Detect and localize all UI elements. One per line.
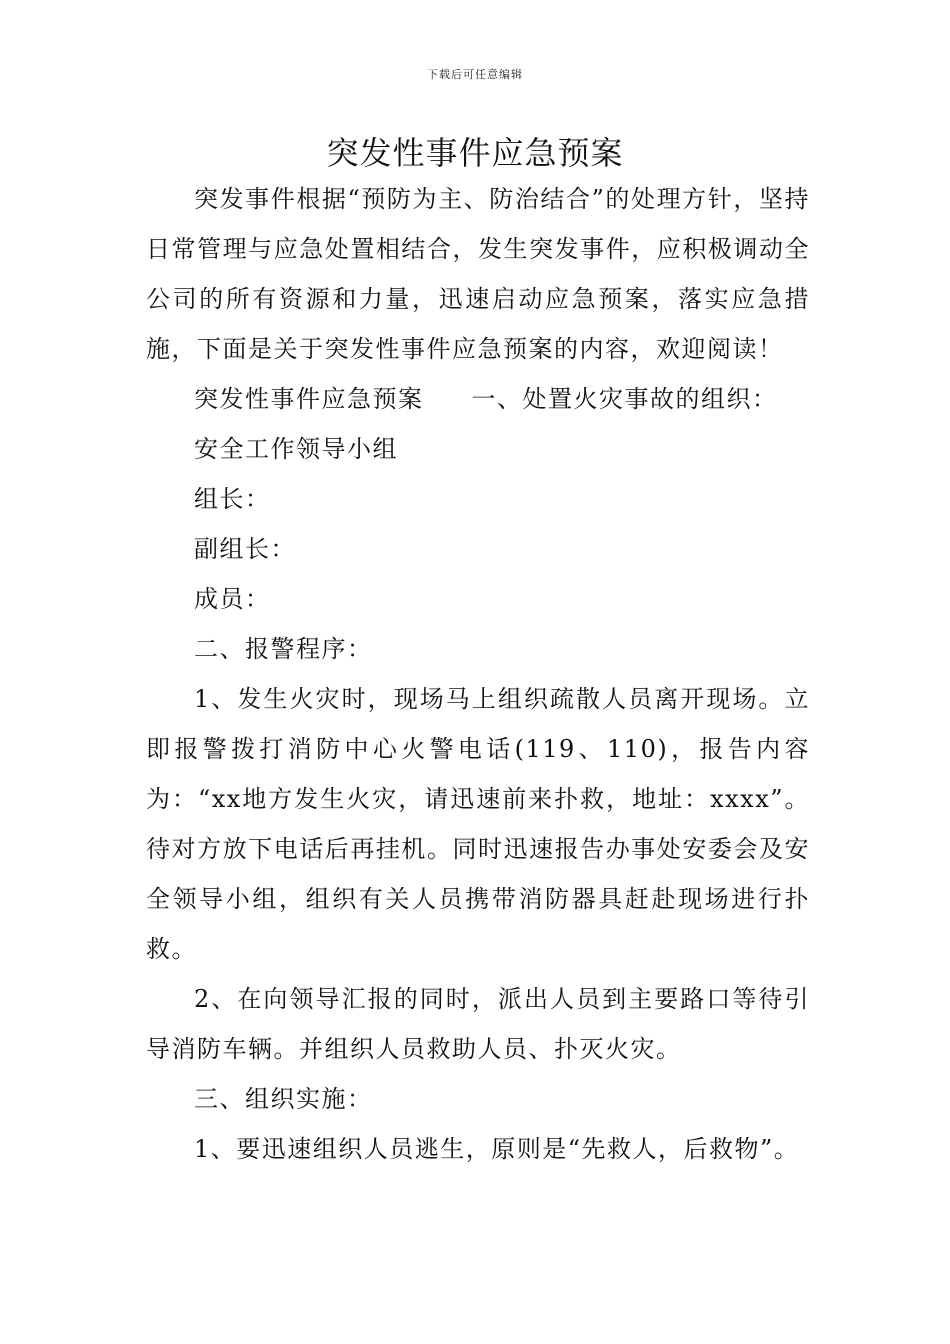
group-name: 安全工作领导小组 <box>194 435 398 463</box>
leader-line: 组长： <box>194 485 271 513</box>
header-note: 下载后可任意编辑 <box>427 68 523 81</box>
alarm-step-1: 1、发生火灾时，现场马上组织疏散人员离开现场。立即报警拨打消防中心火警电话(119、110)，报告内容为：“xx地方发生火灾，请迅速前来扑救，地址：xxxx”。待对方放下电话后再挂机。同时迅速报告办事处安委会及安全领导小组，组织有关人员携带消防器具赶赴现场进行扑救。 <box>146 685 810 963</box>
section-heading-left: 突发性事件应急预案 <box>194 385 424 413</box>
document-title: 突发性事件应急预案 <box>326 134 624 172</box>
members-line: 成员： <box>194 585 271 613</box>
section-heading-right: 一、处置火灾事故的组织： <box>471 385 778 413</box>
document-body <box>146 174 810 1174</box>
intro-paragraph: 突发事件根据“预防为主、防治结合”的处理方针，坚持日常管理与应急处置相结合，发生突发事件，应积极调动全公司的所有资源和力量，迅速启动应急预案，落实应急措施，下面是关于突发性事件应急预案的内容，欢迎阅读！ <box>146 185 810 363</box>
section-heading-line <box>146 374 810 424</box>
alarm-step-2: 2、在向领导汇报的同时，派出人员到主要路口等待引导消防车辆。并组织人员救助人员、扑灭火灾。 <box>146 985 810 1063</box>
deputy-leader-line: 副组长： <box>194 535 296 563</box>
implement-step-1: 1、要迅速组织人员逃生，原则是“先救人，后救物”。 <box>194 1135 800 1163</box>
alarm-heading: 二、报警程序： <box>194 635 373 663</box>
implement-heading: 三、组织实施： <box>194 1085 373 1113</box>
